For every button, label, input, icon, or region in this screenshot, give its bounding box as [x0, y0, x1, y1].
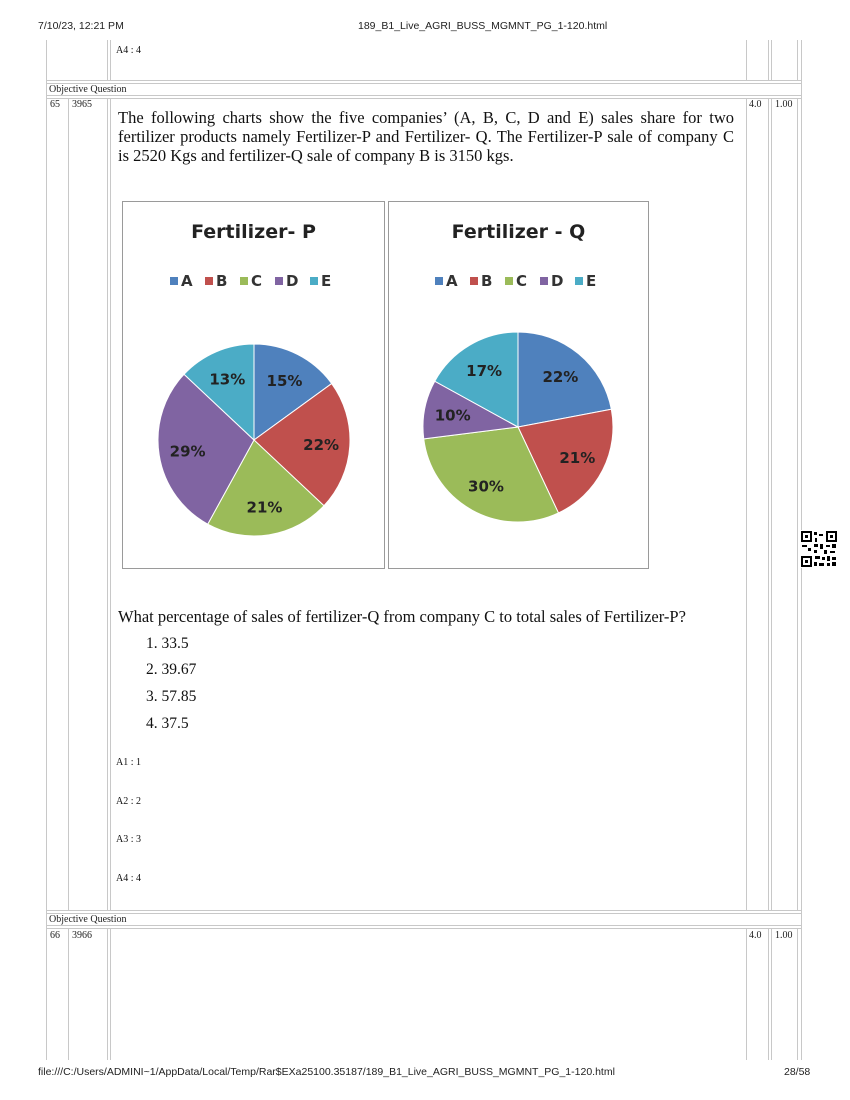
- col-divider: [768, 98, 769, 910]
- option-3: 3. 57.85: [146, 688, 197, 705]
- slice-label-a: 15%: [266, 372, 303, 391]
- legend-swatch-b: [205, 277, 213, 285]
- col-divider: [107, 928, 108, 1060]
- table-border-left: [46, 40, 47, 1060]
- legend-label-b: B: [481, 272, 493, 290]
- question-type-label: Objective Question: [49, 84, 127, 95]
- slice-label-c: 21%: [246, 498, 283, 517]
- col-divider: [771, 40, 772, 80]
- question-id: 3965: [72, 99, 92, 110]
- answer-1: A1 : 1: [116, 757, 141, 768]
- question-type-label: Objective Question: [49, 914, 127, 925]
- legend-swatch-a: [435, 277, 443, 285]
- col-divider: [746, 40, 747, 80]
- col-divider: [68, 928, 69, 1060]
- slice-label-b: 21%: [559, 449, 596, 468]
- col-divider: [771, 98, 772, 910]
- row-divider: [46, 98, 802, 99]
- pie-chart-fertilizer-p: [123, 202, 384, 568]
- question-id: 3966: [72, 930, 92, 941]
- col-divider: [746, 928, 747, 1060]
- option-2: 2. 39.67: [146, 661, 197, 678]
- legend-swatch-d: [540, 277, 548, 285]
- question-marks: 4.0: [749, 99, 762, 110]
- answer-2: A2 : 2: [116, 796, 141, 807]
- legend-swatch-e: [310, 277, 318, 285]
- col-divider: [107, 98, 108, 910]
- col-divider: [110, 928, 111, 1060]
- prev-answer-4: A4 : 4: [116, 45, 141, 56]
- print-timestamp: 7/10/23, 12:21 PM: [38, 20, 124, 32]
- slice-label-d: 10%: [434, 406, 471, 425]
- row-divider: [46, 83, 802, 84]
- answer-4: A4 : 4: [116, 873, 141, 884]
- legend-label-b: B: [216, 272, 228, 290]
- legend-swatch-a: [170, 277, 178, 285]
- print-page-number: 28/58: [784, 1066, 811, 1078]
- row-divider: [46, 95, 802, 96]
- legend-swatch-c: [505, 277, 513, 285]
- pie-chart-fertilizer-q: [389, 202, 648, 568]
- legend-label-e: E: [321, 272, 332, 290]
- col-divider: [797, 40, 798, 80]
- col-divider: [771, 928, 772, 1060]
- col-divider: [68, 98, 69, 910]
- col-divider: [107, 40, 108, 80]
- slice-label-c: 30%: [468, 477, 504, 496]
- legend-swatch-d: [275, 277, 283, 285]
- chart-panel-fertilizer-p: [122, 201, 385, 569]
- answer-3: A3 : 3: [116, 834, 141, 845]
- legend-label-e: E: [586, 272, 597, 290]
- col-divider: [110, 98, 111, 910]
- slice-label-a: 22%: [542, 367, 579, 386]
- legend-label-c: C: [516, 272, 528, 290]
- row-divider: [46, 913, 802, 914]
- question-marks: 4.0: [749, 930, 762, 941]
- legend-swatch-c: [240, 277, 248, 285]
- question-text: What percentage of sales of fertilizer-Q from company C to total sales of Fertilizer-P?: [118, 607, 686, 626]
- option-1: 1. 33.5: [146, 635, 189, 652]
- col-divider: [797, 928, 798, 1060]
- slice-label-e: 13%: [209, 370, 246, 389]
- question-negative-marks: 1.00: [775, 930, 793, 941]
- slice-label-e: 17%: [466, 361, 503, 380]
- col-divider: [768, 928, 769, 1060]
- col-divider: [797, 98, 798, 910]
- legend-swatch-b: [470, 277, 478, 285]
- slice-label-d: 29%: [169, 442, 206, 461]
- legend-label-a: A: [446, 272, 458, 290]
- row-divider: [46, 925, 802, 926]
- print-file-path: file:///C:/Users/ADMINI~1/AppData/Local/Temp/Rar$EXa25100.35187/189_B1_Live_AGRI_BUSS_MGMNT_PG_1-120.html: [38, 1066, 615, 1078]
- legend-swatch-e: [575, 277, 583, 285]
- col-divider: [768, 40, 769, 80]
- row-divider: [46, 910, 802, 911]
- slice-label-b: 22%: [303, 436, 340, 455]
- col-divider: [110, 40, 111, 80]
- qr-code-icon: [800, 530, 838, 568]
- row-divider: [46, 80, 802, 81]
- question-number: 66: [50, 930, 60, 941]
- chart-title: Fertilizer- P: [191, 221, 316, 243]
- question-number: 65: [50, 99, 60, 110]
- col-divider: [746, 98, 747, 910]
- row-divider: [46, 928, 802, 929]
- legend-label-d: D: [551, 272, 564, 290]
- question-intro: The following charts show the five companies’ (A, B, C, D and E) sales share for two fertilizer products namely Fertilizer-P and Fertilizer- Q. The Fertilizer-P sale of company C is 2520 Kgs and fertilizer-Q sale of company B is 3150 kgs.: [118, 108, 734, 165]
- legend-label-c: C: [251, 272, 263, 290]
- legend-label-a: A: [181, 272, 193, 290]
- chart-title: Fertilizer - Q: [451, 221, 586, 243]
- legend-label-d: D: [286, 272, 299, 290]
- chart-panel-fertilizer-q: [388, 201, 649, 569]
- print-page-title: 189_B1_Live_AGRI_BUSS_MGMNT_PG_1-120.html: [358, 20, 608, 32]
- option-4: 4. 37.5: [146, 715, 189, 732]
- question-negative-marks: 1.00: [775, 99, 793, 110]
